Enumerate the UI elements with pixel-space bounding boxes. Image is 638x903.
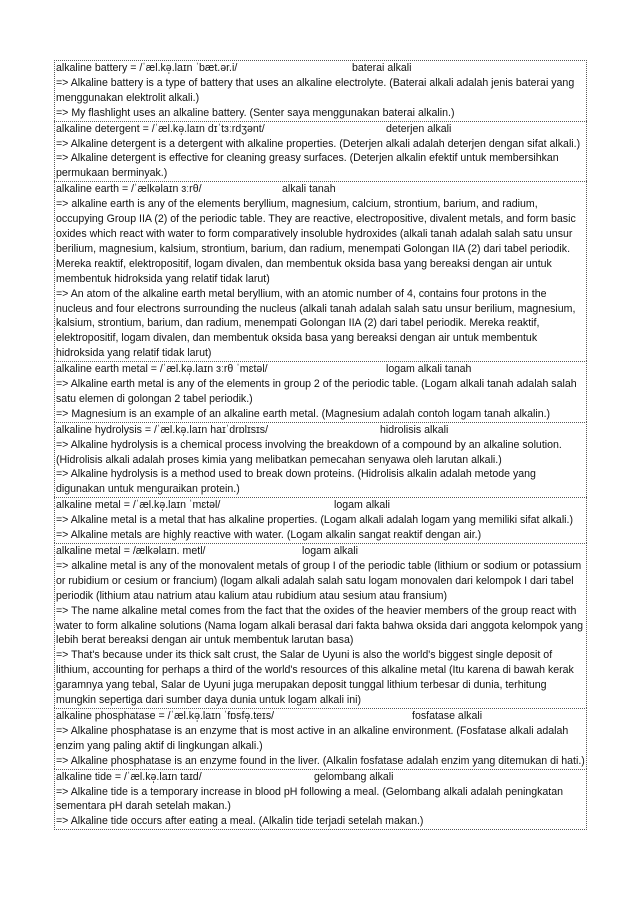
entry-translation: logam alkali [334, 499, 390, 512]
example-line: => Alkaline phosphatase is an enzyme that is most active in an alkaline environment. (Fosfatase alkali adalah enzim yang paling aktif di lingkungan alkali.) [56, 724, 569, 752]
example-line: => Alkaline metals are highly reactive with water. (Logam alkalin sangat reaktif dengan air.) [56, 529, 482, 542]
entry-alkaline-battery [54, 60, 587, 121]
example-line: => Magnesium is an example of an alkaline earth metal. (Magnesium adalah contoh logam tanah alkalin.) [56, 407, 551, 420]
entry-alkaline-tide [54, 769, 587, 831]
example-line: => Alkaline phosphatase is an enzyme found in the liver. (Alkalin fosfatase adalah enzim yang ditemukan di hati.) [56, 754, 585, 767]
entry-term: alkaline metal = /ˈæl.kə̩.laɪn ˈmɛtəl/ [56, 499, 221, 512]
entry-alkaline-metal-group-i [54, 543, 587, 708]
example-line: => Alkaline battery is a type of battery that uses an alkaline electrolyte. (Baterai alkali adalah jenis baterai yang menggunakan elektrolit alkali.) [56, 76, 575, 104]
example-line: => Alkaline earth metal is any of the elements in group 2 of the periodic table. (Logam alkali tanah adalah salah satu elemen di golongan 2 tabel periodik.) [56, 378, 577, 405]
example-line: => The name alkaline metal comes from the fact that the oxides of the heavier members of the group react with water to form alkaline solutions (Nama logam alkali berasal dari fakta bahwa oksida dari anggota kelompok yang lebih berat bereaksi dengan air untuk membentuk larutan basa) [56, 604, 584, 647]
entry-alkaline-earth [54, 181, 587, 361]
example-line: => Alkaline metal is a metal that has alkaline properties. (Logam alkali adalah logam yang memiliki sifat alkali.) [56, 514, 573, 527]
entry-term: alkaline hydrolysis = /ˈæl.kə̩.laɪn haɪˈdrɒlɪsɪs/ [56, 423, 269, 436]
entry-term: alkaline battery = /ˈæl.kə̩.laɪn ˈbæt.ər.i/ [56, 62, 238, 74]
entry-term: alkaline tide = /ˈæl.kə̩.laɪn taɪd/ [56, 770, 202, 783]
entry-translation: logam alkali tanah [386, 363, 472, 376]
entry-term: alkaline metal = /ælkəlaɪn. metl/ [56, 545, 206, 557]
example-line: => That's because under its thick salt crust, the Salar de Uyuni is also the world's biggest single deposit of lithium, accounting for perhaps a third of the world's resources of this alkaline metal (Itu karena di bawah kerak garamnya yang tebal, Salar de Uyuni juga merupakan deposit tunggal lithium terbesar di dunia, terhitung mungkin sepertiga dari sumber daya dunia untuk logam alkali ini) [56, 649, 574, 707]
entry-translation: deterjen alkali [386, 122, 452, 135]
entry-alkaline-detergent [54, 121, 587, 182]
entry-term: alkaline earth = /ˈælkəlaɪn ɜːrθ/ [56, 183, 202, 196]
entry-term: alkaline detergent = /ˈæl.kə̩.laɪn dɪˈtɜːrdʒənt/ [56, 122, 265, 135]
example-line: => Alkaline hydrolysis is a method used to break down proteins. (Hidrolisis alkalin adalah metode yang digunakan untuk menguraikan protein.) [56, 468, 536, 496]
example-line: => Alkaline tide occurs after eating a meal. (Alkalin tide terjadi setelah makan.) [56, 815, 424, 828]
example-line: => Alkaline hydrolysis is a chemical process involving the breakdown of a compound by an alkaline solution. (Hidrolisis alkali adalah proses kimia yang melibatkan pemecahan senyawa oleh larutan alkali.) [56, 438, 562, 466]
entry-translation: logam alkali [302, 545, 358, 557]
entry-term: alkaline phosphatase = /ˈæl.kə̩.laɪn ˈfɒsfə̩.teɪs/ [56, 709, 275, 722]
entry-translation: baterai alkali [352, 62, 412, 74]
entry-alkaline-metal [54, 497, 587, 543]
example-line: => alkaline earth is any of the elements beryllium, magnesium, calcium, strontium, barium, and radium, occupying Group IIA (2) of the periodic table. They are reactive, electropositive, divalent metals, and form basic oxides which react with water to form comparatively insoluble hydroxides (alkali tanah adalah salah satu unsur berilium, magnesium, kalsium, strontium, barium, dan radium, menempati Golongan IIA (2) dari tabel periodik. Mereka reaktif, elektropositif, logam divalen, dan membentuk oksida basa yang bereaksi dengan air untuk membentuk hidroksida yang relatif tidak larut) [56, 198, 576, 285]
entry-term: alkaline earth metal = /ˈæl.kə̩.laɪn ɜːrθ ˈmɛtəl/ [56, 363, 268, 376]
entry-translation: hidrolisis alkali [380, 423, 449, 436]
example-line: => Alkaline detergent is effective for cleaning greasy surfaces. (Deterjen alkalin efektif untuk membersihkan permukaan berminyak.) [56, 152, 559, 180]
entry-translation: gelombang alkali [314, 770, 394, 783]
example-line: => My flashlight uses an alkaline battery. (Senter saya menggunakan baterai alkalin.) [56, 106, 455, 119]
entry-translation: alkali tanah [282, 183, 336, 196]
example-line: => alkaline metal is any of the monovalent metals of group I of the periodic table (lithium or sodium or potassium or rubidium or cesium or francium) (logam alkali adalah salah satu logam monovalen dari kelompok I dari tabel periodik (lithium atau natrium atau kalium atau rubidium atau sesium atau fransium) [56, 559, 582, 602]
example-line: => Alkaline tide is a temporary increase in blood pH following a meal. (Gelombang alkali adalah peningkatan sementara pH darah setelah makan.) [56, 785, 564, 813]
example-line: => Alkaline detergent is a detergent with alkaline properties. (Deterjen alkali adalah deterjen dengan sifat alkali.) [56, 137, 581, 150]
example-line: => An atom of the alkaline earth metal beryllium, with an atomic number of 4, contains four protons in the nucleus and four electrons surrounding the nucleus (alkali tanah adalah salah satu unsur berilium, magnesium, kalsium, strontium, barium, dan radium, menempati Golongan IIA (2) dari tabel periodik. Mereka reaktif, elektropositif, logam divalen, dan membentuk oksida basa yang bereaksi dengan air untuk membentuk hidroksida yang relatif tidak larut) [56, 287, 576, 360]
entry-alkaline-phosphatase [54, 708, 587, 769]
entry-alkaline-earth-metal [54, 361, 587, 422]
entry-alkaline-hydrolysis [54, 422, 587, 498]
dictionary-page [54, 60, 587, 830]
entry-translation: fosfatase alkali [412, 709, 483, 722]
